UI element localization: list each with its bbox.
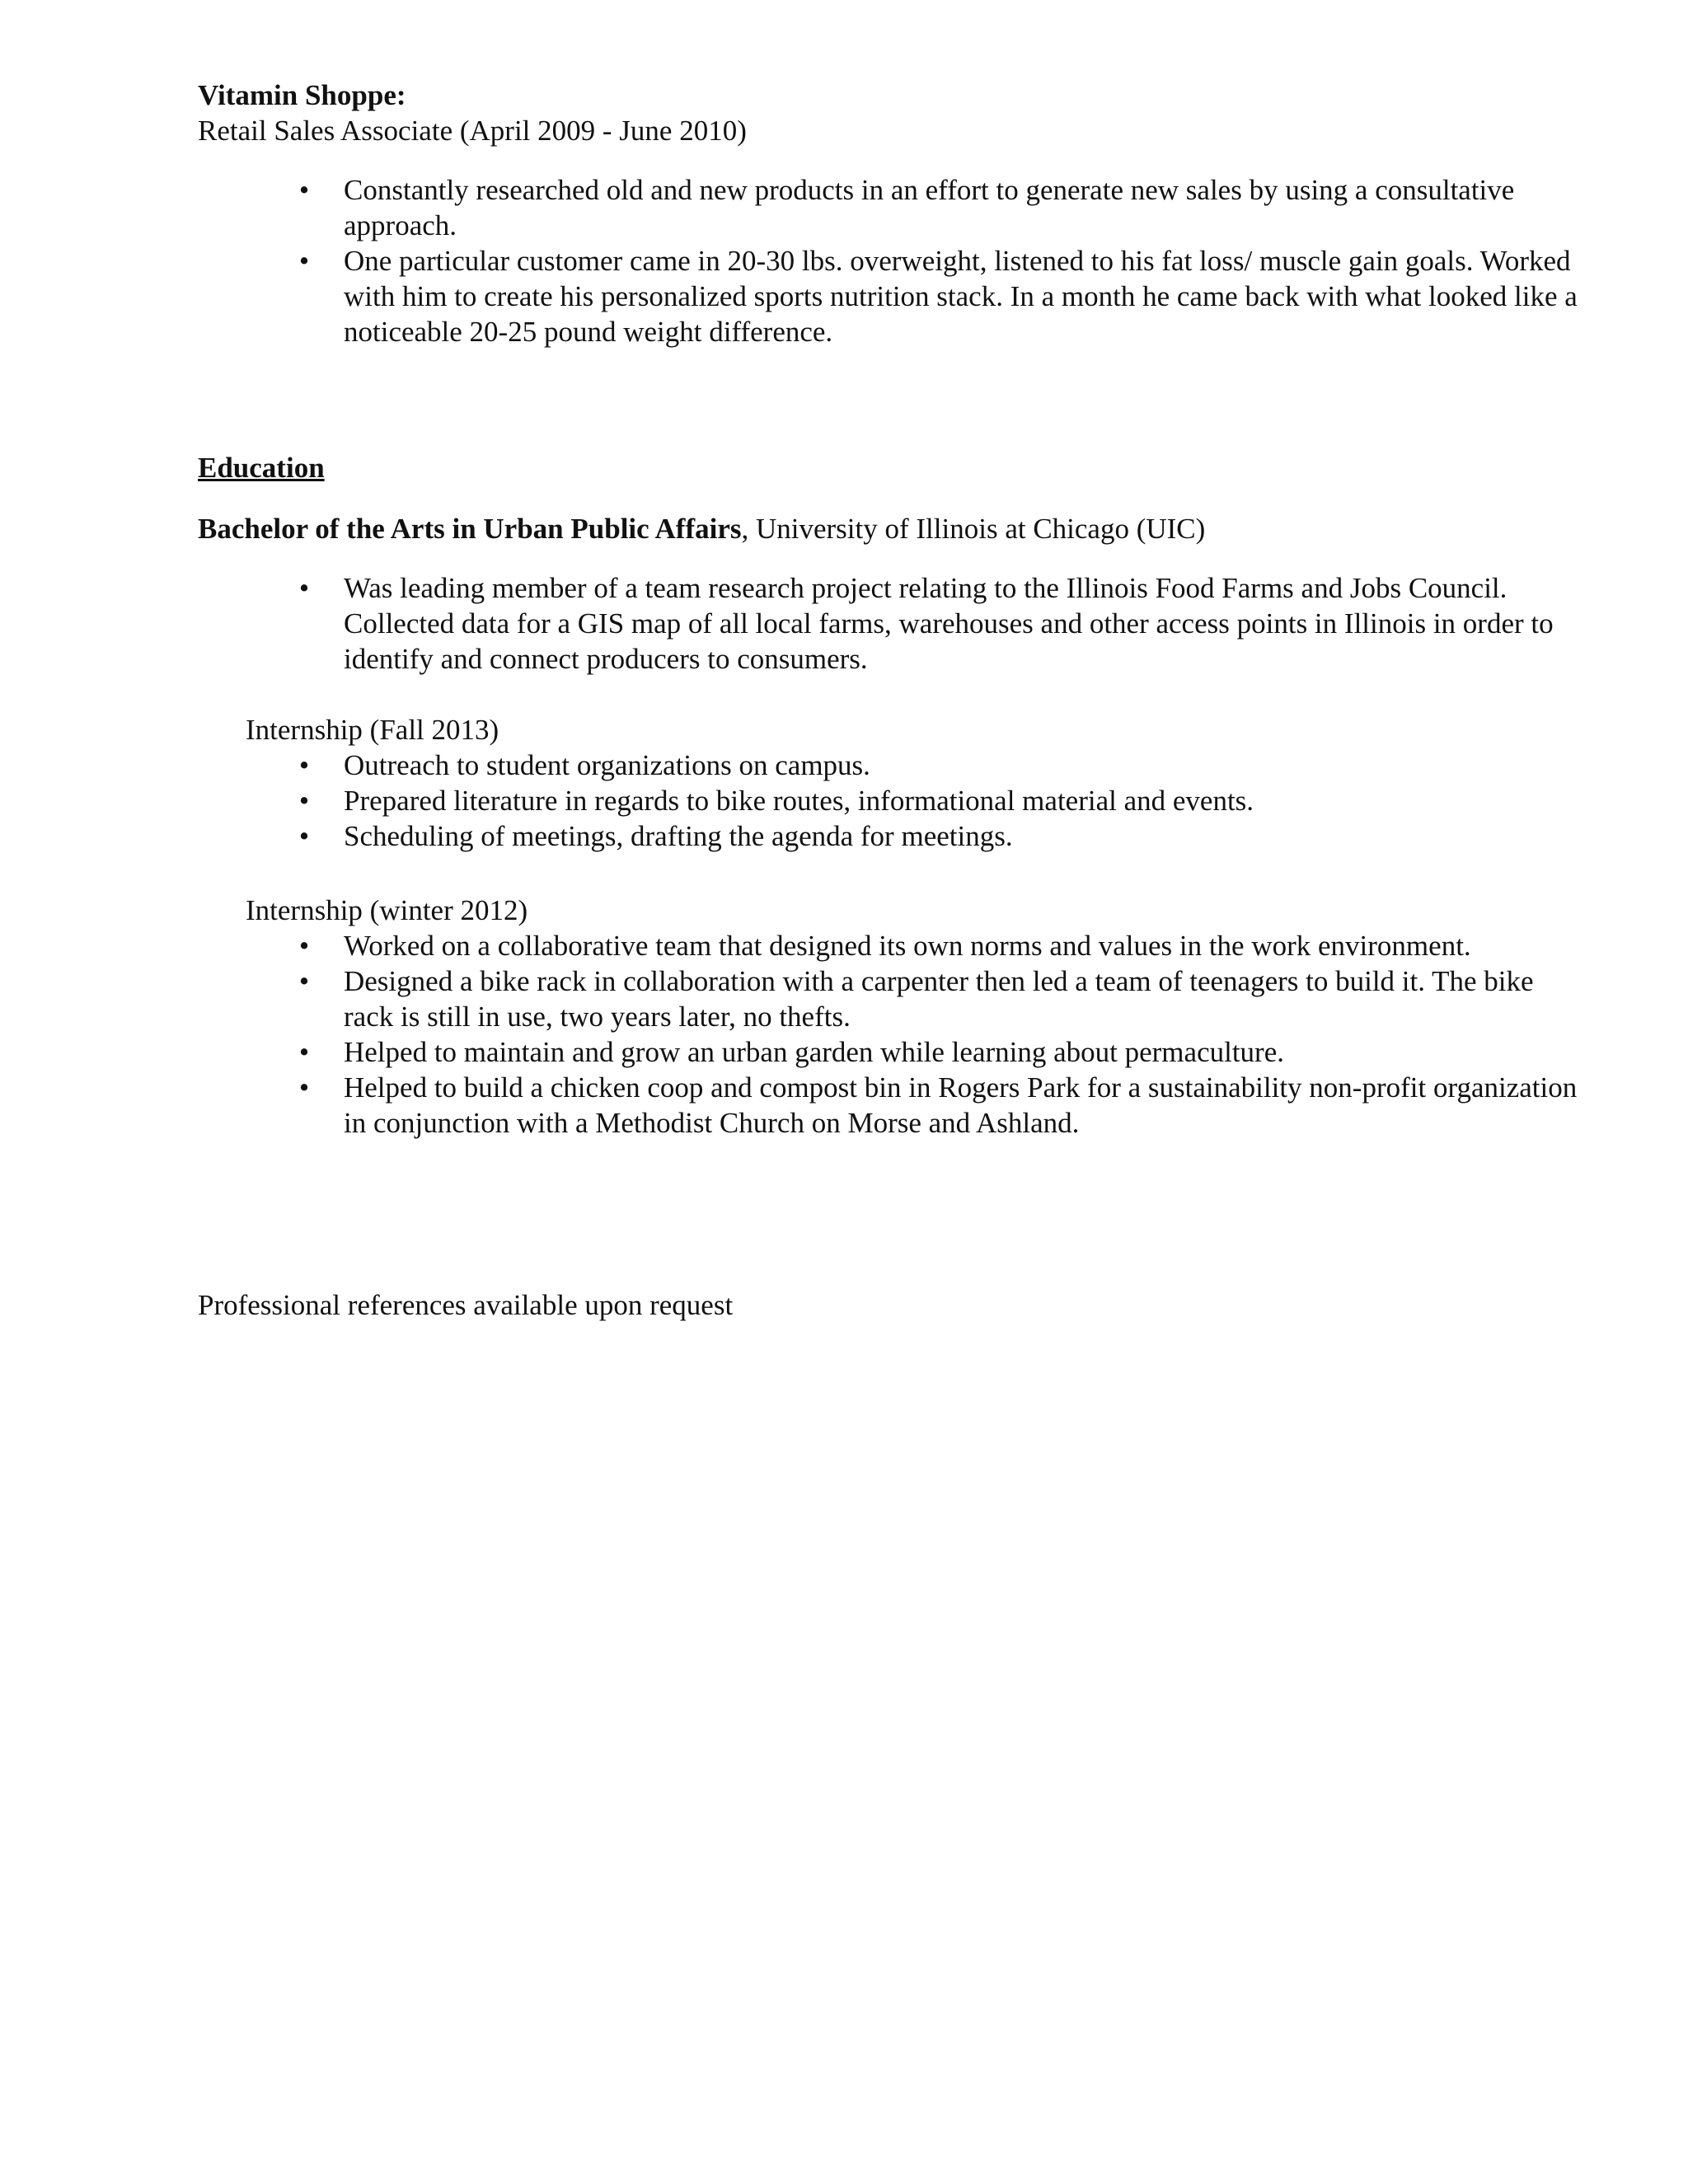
internship-fall-section (198, 712, 1582, 854)
bullet-text: Scheduling of meetings, drafting the agenda for meetings. (344, 820, 1013, 852)
internship-fall-bullet-list (198, 748, 1582, 854)
list-item (198, 748, 1582, 783)
list-item (198, 928, 1582, 963)
bullet-icon: • (298, 965, 310, 997)
bullet-icon: • (298, 930, 310, 962)
list-item (198, 818, 1582, 854)
list-item (198, 1034, 1582, 1070)
company-name: Vitamin Shoppe: (198, 79, 406, 111)
list-item (198, 783, 1582, 818)
internship-winter-bullet-list (198, 928, 1582, 1141)
bullet-icon: • (298, 820, 310, 852)
list-item (198, 172, 1582, 243)
job-position: Retail Sales Associate (April 2009 - June 2010) (198, 115, 747, 147)
bullet-icon: • (298, 245, 310, 277)
list-item (198, 963, 1582, 1034)
employment-bullets (198, 172, 1582, 349)
education-bullet-list (198, 570, 1582, 677)
internship-winter-section (198, 893, 1582, 1141)
references-note: Professional references available upon request (198, 1289, 734, 1321)
school-name: , University of Illinois at Chicago (UIC) (741, 513, 1206, 545)
bullet-text: Prepared literature in regards to bike routes, informational material and events. (344, 785, 1254, 817)
references-section (198, 1287, 1582, 1323)
bullet-icon: • (298, 749, 310, 781)
bullet-icon: • (298, 174, 310, 206)
bullet-text: Worked on a collaborative team that designed its own norms and values in the work environment. (344, 930, 1471, 962)
bullet-text: Was leading member of a team research project relating to the Illinois Food Farms and Jobs Council. Collected data for a GIS map of all local farms, warehouses and other access points in Illinois in order to identify and connect producers to consumers. (344, 572, 1554, 675)
bullet-icon: • (298, 572, 310, 604)
employment-section (198, 77, 1582, 148)
bullet-text: One particular customer came in 20-30 lbs. overweight, listened to his fat loss/ muscle gain goals. Worked with him to create his personalized sports nutrition stack. In a month he came back with what looked like a noticeable 20-25 pound weight difference. (344, 245, 1578, 348)
list-item (198, 243, 1582, 349)
employment-bullet-list (198, 172, 1582, 349)
education-section (198, 450, 1582, 485)
list-item (198, 570, 1582, 677)
degree-title: Bachelor of the Arts in Urban Public Affairs (198, 513, 742, 545)
education-bullets (198, 570, 1582, 677)
degree-line (198, 511, 1582, 546)
bullet-icon: • (298, 785, 310, 817)
list-item (198, 1070, 1582, 1141)
bullet-text: Helped to build a chicken coop and compost bin in Rogers Park for a sustainability non-profit organization in conjunction with a Methodist Church on Morse and Ashland. (344, 1071, 1578, 1139)
bullet-text: Outreach to student organizations on campus. (344, 749, 870, 781)
internship-winter-heading: Internship (winter 2012) (246, 894, 528, 926)
bullet-text: Constantly researched old and new products in an effort to generate new sales by using a consultative approach. (344, 174, 1515, 241)
bullet-icon: • (298, 1071, 310, 1104)
bullet-text: Helped to maintain and grow an urban garden while learning about permaculture. (344, 1036, 1284, 1068)
bullet-text: Designed a bike rack in collaboration with a carpenter then led a team of teenagers to build it. The bike rack is still in use, two years later, no thefts. (344, 965, 1534, 1033)
internship-fall-heading: Internship (Fall 2013) (246, 714, 499, 746)
section-heading-education: Education (198, 452, 325, 484)
bullet-icon: • (298, 1036, 310, 1068)
